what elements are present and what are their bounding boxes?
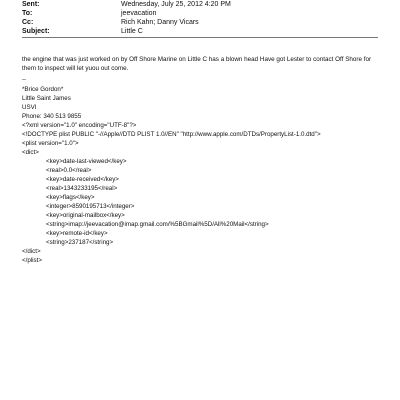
signature-country: USVI	[22, 104, 37, 111]
signature-name: *Brice Gordon*	[22, 86, 64, 93]
plist-line: <string>237187</string>	[46, 239, 114, 246]
signature-place: Little Saint James	[22, 95, 71, 102]
dict-open-tag: <dict>	[22, 149, 39, 156]
cc-label: Cc:	[22, 19, 34, 26]
cc-value: Rich Kahn; Danny Vicars	[121, 19, 199, 26]
plist-line: <key>original-mailbox</key>	[46, 212, 125, 219]
subject-label: Subject:	[22, 28, 50, 35]
sent-value: Wednesday, July 25, 2012 4:20 PM	[121, 1, 231, 8]
doctype-line: <!DOCTYPE plist PUBLIC "-//Apple//DTD PLIST 1.0//EN" "http://www.apple.com/DTDs/PropertyList-1.0.dtd">	[22, 131, 321, 138]
sent-label: Sent:	[22, 1, 40, 8]
signature-separator: --	[22, 76, 27, 83]
plist-line: <key>date-received</key>	[46, 176, 119, 183]
dict-close-tag: </dict>	[22, 248, 41, 255]
to-label: To:	[22, 10, 33, 17]
plist-line: <key>remote-id</key>	[46, 230, 108, 237]
to-value: jeevacation	[121, 10, 157, 17]
plist-line: <integer>8590195713</integer>	[46, 203, 135, 210]
signature-phone: Phone: 340 513 9855	[22, 113, 82, 120]
plist-line: <real>1343233195</real>	[46, 185, 118, 192]
plist-line: <key>date-last-viewed</key>	[46, 158, 127, 165]
plist-close-tag: </plist>	[22, 257, 42, 264]
plist-line: <key>flags</key>	[46, 194, 95, 201]
plist-line: <real>0.0</real>	[46, 167, 92, 174]
header-divider	[22, 37, 378, 38]
xml-declaration: <?xml version="1.0" encoding="UTF-8"?>	[22, 122, 137, 129]
plist-line: <string>imap://jeevacation@imap.gmail.com/%5BGmail%5D/All%20Mail</string>	[46, 221, 269, 228]
subject-value: Little C	[121, 28, 143, 35]
message-body: the engine that was just worked on by Off Shore Marine on Little C has a blown head Have got Lester to contact Off Shore for them to inspect will let yuou out come.	[22, 56, 372, 73]
plist-open-tag: <plist version="1.0">	[22, 140, 79, 147]
